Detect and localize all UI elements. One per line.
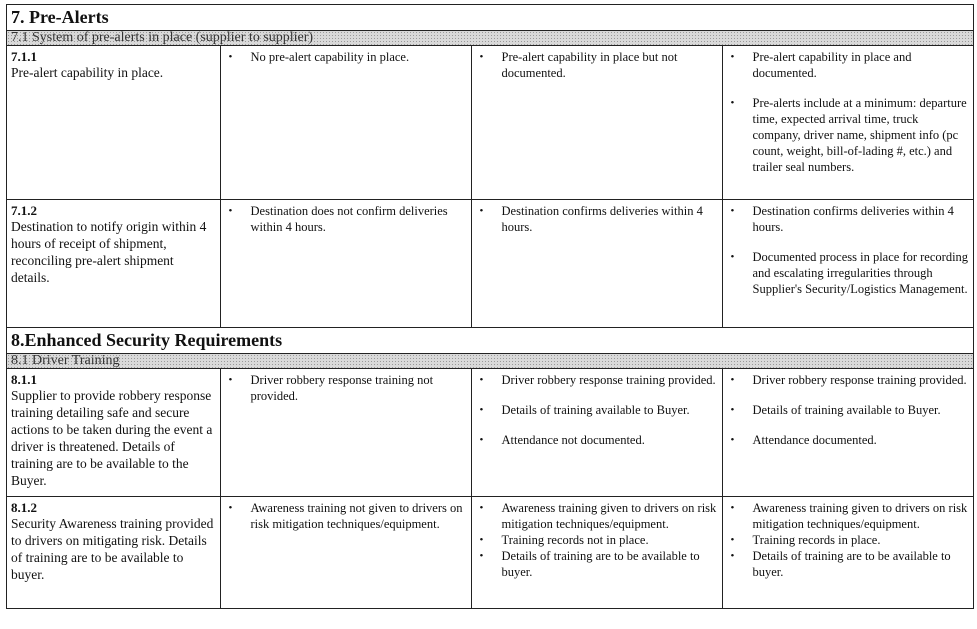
- list-item: • Training records in place.: [727, 532, 970, 548]
- list-item: • Driver robbery response training provided.: [727, 372, 970, 388]
- requirement-number: 7.1.2: [11, 203, 37, 218]
- criteria-document: [6, 4, 974, 609]
- list-item: • Details of training available to Buyer.: [476, 402, 718, 418]
- list-item: • Details of training available to Buyer.: [727, 402, 970, 418]
- level-3-cell: [722, 496, 973, 608]
- section-title-enhanced-security: 8.Enhanced Security Requirements: [7, 327, 973, 353]
- list-item: • Attendance documented.: [727, 432, 970, 448]
- list-item: • Pre-alert capability in place and documented.: [727, 49, 970, 81]
- requirement-cell: [7, 368, 220, 496]
- list-item: • Pre-alert capability in place but not documented.: [476, 49, 718, 81]
- level-1-cell: [220, 200, 471, 327]
- subheading-pre-alert-system: 7.1 System of pre-alerts in place (supplier to supplier): [7, 30, 973, 45]
- list-item: • Destination does not confirm deliveries within 4 hours.: [225, 203, 467, 235]
- list-item: • Pre-alerts include at a minimum: departure time, expected arrival time, truck company, driver name, shipment info (pc count, weight, bill-of-lading #, etc.) and trailer seal numbers.: [727, 95, 970, 175]
- list-item: • Destination confirms deliveries within 4 hours.: [476, 203, 718, 235]
- list-item: • Training records not in place.: [476, 532, 718, 548]
- level-1-cell: [220, 46, 471, 200]
- list-item: • Details of training are to be available to buyer.: [727, 548, 970, 580]
- requirement-cell: [7, 46, 220, 200]
- pre-alerts-table: [7, 45, 973, 327]
- requirement-description: Destination to notify origin within 4 hours of receipt of shipment, reconciling pre-alert shipment details.: [11, 219, 207, 285]
- level-2-cell: [471, 368, 722, 496]
- list-item: • Driver robbery response training provided.: [476, 372, 718, 388]
- enhanced-security-table: [7, 368, 973, 609]
- level-3-cell: [722, 200, 973, 327]
- list-item: • Awareness training given to drivers on risk mitigation techniques/equipment.: [476, 500, 718, 532]
- level-2-cell: [471, 200, 722, 327]
- requirement-description: Pre-alert capability in place.: [11, 65, 164, 80]
- table-row: [7, 46, 973, 200]
- table-row: [7, 368, 973, 496]
- table-row: [7, 200, 973, 327]
- list-item: • Awareness training not given to drivers on risk mitigation techniques/equipment.: [225, 500, 467, 532]
- list-item: • Awareness training given to drivers on risk mitigation techniques/equipment.: [727, 500, 970, 532]
- level-2-cell: [471, 46, 722, 200]
- requirement-description: Supplier to provide robbery response training detailing safe and secure actions to be taken during the event a driver is threatened. Details of training are to be available to the Buyer.: [11, 387, 213, 488]
- requirement-number: 7.1.1: [11, 49, 37, 64]
- list-item: • Attendance not documented.: [476, 432, 718, 448]
- level-2-cell: [471, 496, 722, 608]
- subheading-driver-training: 8.1 Driver Training: [7, 353, 973, 368]
- list-item: • No pre-alert capability in place.: [225, 49, 467, 65]
- list-item: • Documented process in place for recording and escalating irregularities through Supplier's Security/Logistics Management.: [727, 249, 970, 297]
- list-item: • Details of training are to be available to buyer.: [476, 548, 718, 580]
- level-1-cell: [220, 368, 471, 496]
- list-item: • Destination confirms deliveries within 4 hours.: [727, 203, 970, 235]
- table-row: [7, 496, 973, 608]
- requirement-description: Security Awareness training provided to drivers on mitigating risk. Details of training are to be available to buyer.: [11, 515, 214, 582]
- requirement-number: 8.1.2: [11, 499, 37, 515]
- list-item: • Driver robbery response training not provided.: [225, 372, 467, 404]
- requirement-cell: [7, 200, 220, 327]
- section-title-pre-alerts: 7. Pre-Alerts: [7, 4, 973, 30]
- requirement-cell: [7, 496, 220, 608]
- requirement-number: 8.1.1: [11, 371, 37, 387]
- level-1-cell: [220, 496, 471, 608]
- level-3-cell: [722, 368, 973, 496]
- level-3-cell: [722, 46, 973, 200]
